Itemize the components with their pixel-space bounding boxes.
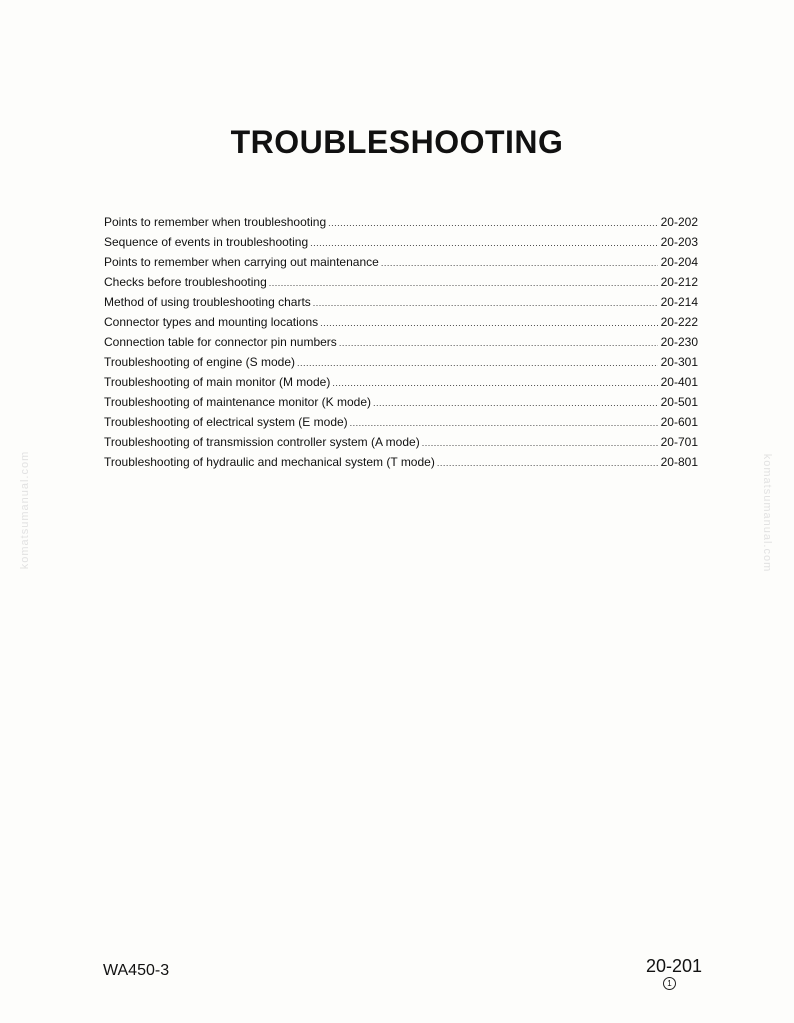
toc-entry [104,412,698,432]
toc-entry-page: 20-214 [660,295,698,309]
toc-entry-label: Method of using troubleshooting charts [104,295,311,309]
toc-entry-page: 20-801 [660,455,698,469]
toc-leader-dots [422,433,658,453]
watermark-left: komatsumanual.com [19,450,31,570]
page-title: TROUBLESHOOTING [230,124,564,160]
toc-entry-label: Connector types and mounting locations [104,315,319,329]
toc-entry-page: 20-202 [660,215,698,229]
toc-leader-dots [313,293,658,313]
page-number: 20-201 [646,956,703,976]
toc-entry-page: 20-212 [660,275,698,289]
toc-entry-page: 20-701 [660,435,698,449]
toc-entry [104,372,698,392]
toc-entry [104,232,698,252]
toc-leader-dots [332,373,657,393]
toc-entry [104,212,698,232]
toc-entry-label: Connection table for connector pin numbers [104,335,337,349]
toc-entry-label: Checks before troubleshooting [104,275,267,289]
toc-leader-dots [320,313,657,333]
table-of-contents [104,212,698,472]
toc-leader-dots [310,233,657,253]
toc-entry [104,352,698,372]
toc-entry-page: 20-222 [660,315,698,329]
revision-mark: 1 [663,977,676,990]
toc-entry-label: Troubleshooting of electrical system (E mode) [104,415,348,429]
toc-entry-label: Troubleshooting of main monitor (M mode) [104,375,331,389]
model-code: WA450-3 [103,962,170,979]
toc-leader-dots [297,353,658,373]
toc-entry-page: 20-204 [660,255,698,269]
toc-entry-label: Troubleshooting of hydraulic and mechanical system (T mode) [104,455,435,469]
toc-entry [104,392,698,412]
toc-entry-label: Troubleshooting of transmission controller system (A mode) [104,435,420,449]
toc-entry-label: Points to remember when troubleshooting [104,215,327,229]
toc-leader-dots [373,393,658,413]
toc-entry-page: 20-203 [660,235,698,249]
toc-entry-label: Troubleshooting of maintenance monitor (K mode) [104,395,372,409]
toc-leader-dots [381,253,658,273]
toc-leader-dots [269,273,658,293]
toc-leader-dots [437,453,658,473]
toc-entry [104,292,698,312]
toc-entry-label: Sequence of events in troubleshooting [104,235,309,249]
toc-entry [104,432,698,452]
toc-entry [104,272,698,292]
toc-leader-dots [339,333,658,353]
toc-entry-page: 20-401 [660,375,698,389]
toc-entry-page: 20-301 [660,355,698,369]
toc-entry-label: Troubleshooting of engine (S mode) [104,355,296,369]
toc-entry [104,312,698,332]
watermark-right: komatsumanual.com [761,453,773,573]
toc-entry [104,452,698,472]
toc-entry-label: Points to remember when carrying out maintenance [104,255,379,269]
toc-entry-page: 20-230 [660,335,698,349]
toc-entry-page: 20-501 [660,395,698,409]
toc-entry-page: 20-601 [660,415,698,429]
toc-leader-dots [328,213,658,233]
toc-leader-dots [350,413,658,433]
toc-entry [104,332,698,352]
toc-entry [104,252,698,272]
